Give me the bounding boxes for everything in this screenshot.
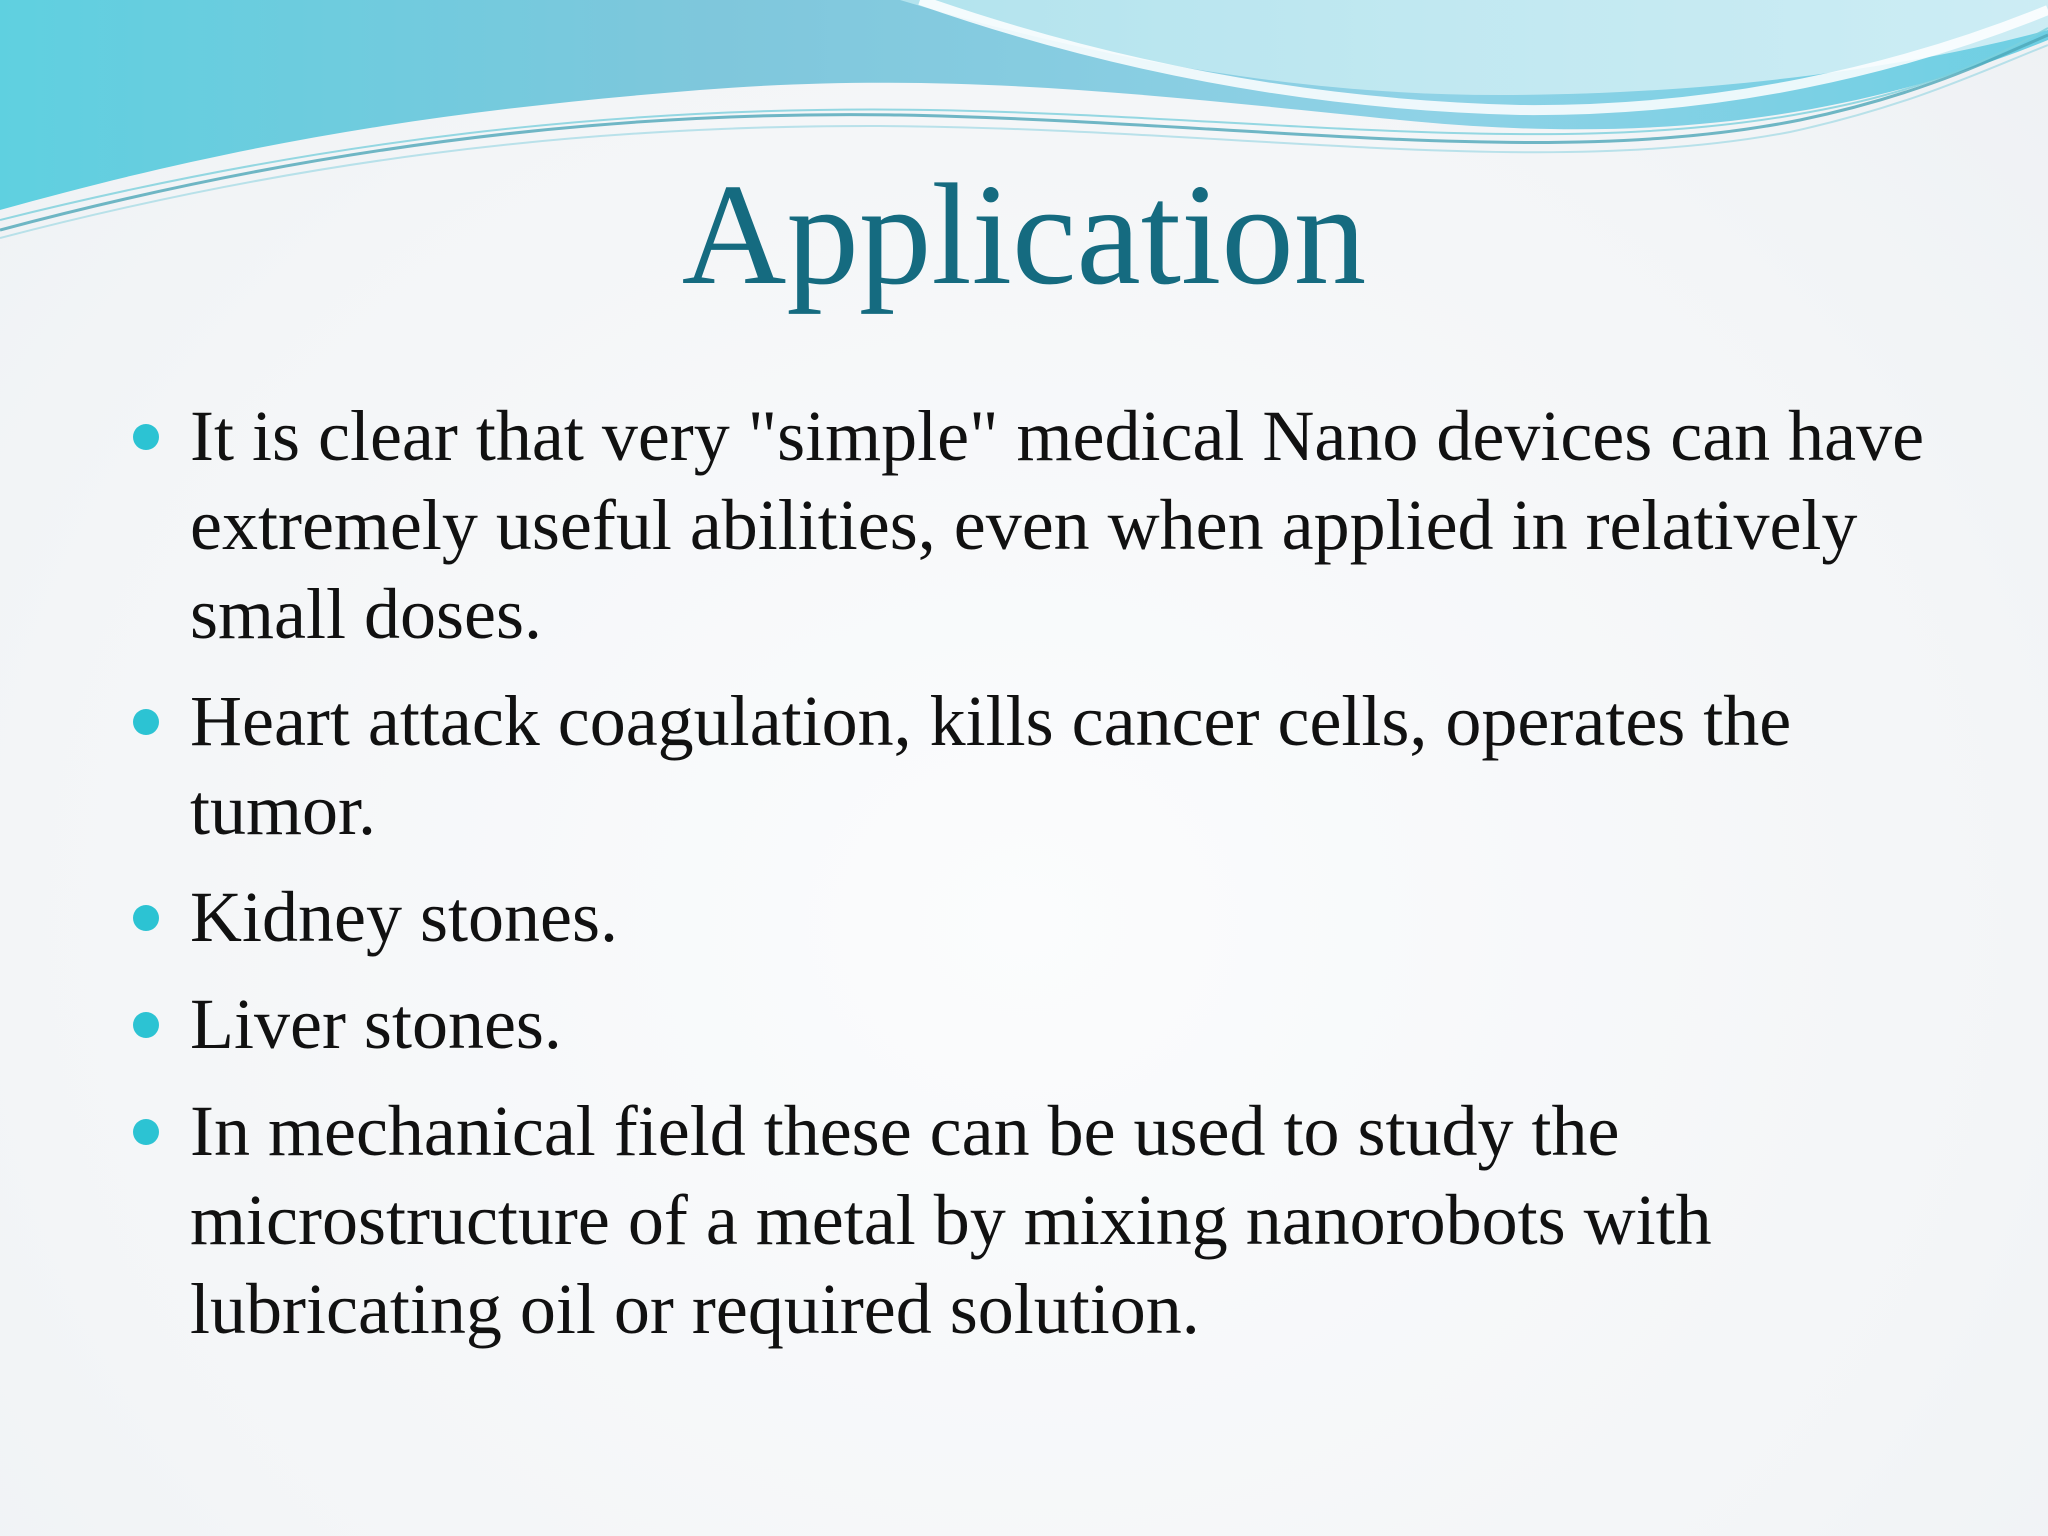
bullet-item — [130, 873, 1990, 962]
bullet-item — [130, 1087, 1990, 1354]
bullet-text: In mechanical field these can be used to study the microstructure of a metal by mixing nanorobots with lubricating oil or required solution. — [190, 1091, 1712, 1349]
bullet-dot-icon — [133, 1012, 159, 1038]
bullet-item — [130, 677, 1990, 855]
bullet-dot-icon — [133, 1119, 159, 1145]
bullet-item — [130, 980, 1990, 1069]
bullet-text: Heart attack coagulation, kills cancer cells, operates the tumor. — [190, 681, 1792, 850]
bullet-dot-icon — [133, 424, 159, 450]
bullet-text: Kidney stones. — [190, 877, 618, 957]
bullet-dot-icon — [133, 709, 159, 735]
bullet-list — [130, 392, 1990, 1372]
bullet-text: Liver stones. — [190, 984, 562, 1064]
bullet-text: It is clear that very "simple" medical Nano devices can have extremely useful abilities, even when applied in relatively small doses. — [190, 396, 1925, 654]
bullet-item — [130, 392, 1990, 659]
slide-title: Application — [681, 155, 1367, 315]
bullet-dot-icon — [133, 905, 159, 931]
